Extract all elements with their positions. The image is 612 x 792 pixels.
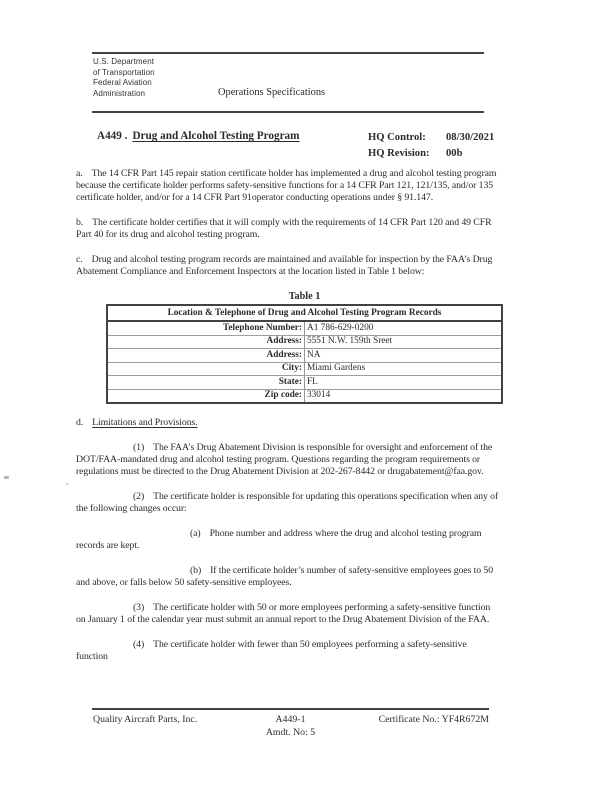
row-value: 5551 N.W. 159th Sreet (305, 335, 503, 349)
hq-control-label: HQ Control: (368, 132, 426, 143)
paragraph-b (76, 217, 500, 241)
opspec-number: A449 . (97, 130, 128, 142)
row-label: Address: (107, 335, 305, 349)
hq-revision-label: HQ Revision: (368, 148, 430, 159)
paragraph-a-label: a. (76, 168, 83, 179)
table-caption: Table 1 (288, 291, 321, 302)
row-label: State: (107, 376, 305, 390)
limitation-item-3-label: (3) (133, 602, 145, 613)
row-label: City: (107, 362, 305, 376)
row-label: Address: (107, 349, 305, 363)
row-value: NA (305, 349, 503, 363)
agency-line-transportation: of Transportation (93, 67, 155, 77)
limitations-heading-row (76, 417, 500, 429)
table-row (107, 321, 502, 335)
limitation-item-4 (76, 639, 500, 663)
doc-type-label: Operations Specifications (218, 87, 326, 98)
paragraph-c (76, 254, 500, 278)
limitation-item-2b (76, 565, 500, 589)
agency-line-federal-aviation: Federal Aviation (93, 78, 152, 87)
row-value: FL (305, 376, 503, 390)
row-value: 33014 (305, 389, 503, 403)
paragraph-c-text: Drug and alcohol testing program records are maintained and available for inspection by the FAA’s Drug Abatement Compliance and Enforcement Inspectors at the location listed in Table 1 below: (76, 254, 493, 277)
agency-line-department: U.S. Department (93, 57, 155, 66)
hq-block (368, 130, 494, 162)
row-value: A1 786-629-0200 (305, 321, 503, 335)
footer-page-number: A449-1 (275, 714, 306, 725)
footer-company: Quality Aircraft Parts, Inc. (93, 714, 198, 725)
paragraph-a-text: The 14 CFR Part 145 repair station certificate holder has implemented a drug and alcohol testing program because the certificate holder performs safety-sensitive functions for a 14 CFR Part 121, 121/135, and/or 135 certificate holder, and/or for a 14 CFR Part 91operator conducting operations under § 91.147. (76, 168, 497, 203)
header-top-rule (92, 52, 484, 54)
opspec-title: Drug and Alcohol Testing Program (132, 130, 300, 142)
scan-speck (66, 483, 69, 485)
agency-block (93, 57, 155, 99)
limitation-item-2b-label: (b) (190, 565, 202, 576)
limitations-heading: Limitations and Provisions. (92, 417, 198, 428)
hq-control-row (368, 130, 494, 146)
limitation-item-3-text: The certificate holder with 50 or more employees performing a safety-sensitive function on January 1 of the calendar year must submit an annual report to the Drug Abatement Division of the FAA. (76, 602, 491, 625)
limitation-item-1-text: The FAA’s Drug Abatement Division is responsible for oversight and enforcement of the DOT/FAA-mandated drug and alcohol testing program. Questions regarding the program requirements or regulations must be directed to the Drug Abatement Division at 202-267-8442 or drugabatement@faa.gov. (76, 442, 493, 477)
limitation-item-2-text: The certificate holder is responsible for updating this operations specification when any of the following changes occur: (76, 491, 499, 514)
paragraph-a (76, 168, 500, 204)
limitations-label: d. (76, 417, 84, 428)
table-row (107, 389, 502, 403)
paragraph-b-text: The certificate holder certifies that it will comply with the requirements of 14 CFR Part 120 and 49 CFR Part 40 for its drug and alcohol testing program. (76, 217, 492, 240)
limitation-item-4-label: (4) (133, 639, 145, 650)
title-row (97, 130, 299, 142)
footer-rule (92, 708, 489, 710)
hq-control-value: 08/30/2021 (446, 132, 495, 143)
records-table (106, 304, 503, 404)
scan-speck (4, 476, 9, 479)
table-header-row (107, 305, 502, 321)
table-header: Location & Telephone of Drug and Alcohol Testing Program Records (107, 305, 502, 321)
limitation-item-2b-text: If the certificate holder’s number of safety-sensitive employees goes to 50 and above, or falls below 50 safety-sensitive employees. (76, 565, 493, 588)
table-row (107, 349, 502, 363)
limitation-item-2a (76, 528, 500, 552)
hq-revision-value: 00b (446, 148, 463, 159)
limitation-item-1-label: (1) (133, 442, 145, 453)
row-label: Telephone Number: (107, 321, 305, 335)
agency-line-administration: Administration (93, 88, 146, 98)
footer-certificate: Certificate No.: YF4R672M (378, 714, 489, 725)
hq-revision-row (368, 146, 494, 162)
row-label: Zip code: (107, 389, 305, 403)
row-value: Miami Gardens (305, 362, 503, 376)
limitation-item-2-label: (2) (133, 491, 145, 502)
limitation-item-3 (76, 602, 500, 626)
document-body (76, 168, 500, 676)
footer-amendment: Amdt. No: 5 (265, 726, 316, 738)
table-row (107, 376, 502, 390)
limitation-item-1 (76, 442, 500, 478)
paragraph-b-label: b. (76, 217, 84, 228)
paragraph-c-label: c. (76, 254, 83, 265)
table-row (107, 335, 502, 349)
header-bottom-rule (92, 111, 484, 113)
table-row (107, 362, 502, 376)
limitation-item-2a-label: (a) (190, 528, 201, 539)
limitation-item-4-text: The certificate holder with fewer than 50 employees performing a safety-sensitive function (76, 639, 467, 662)
limitation-item-2a-text: Phone number and address where the drug and alcohol testing program records are kept. (76, 528, 482, 551)
limitation-item-2 (76, 491, 500, 515)
